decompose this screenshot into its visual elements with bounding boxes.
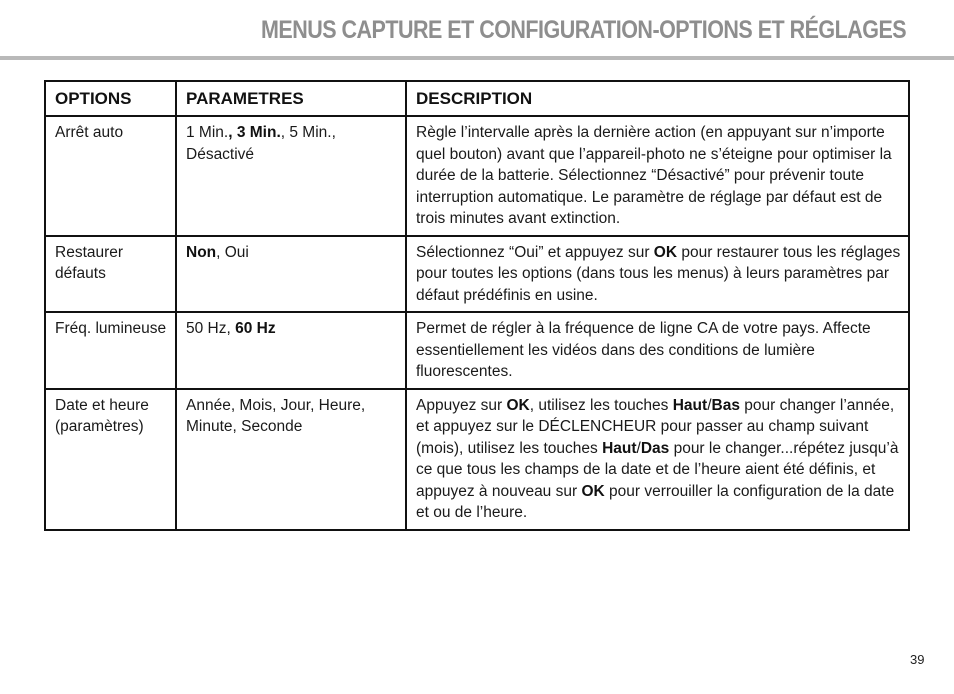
param-value: 1 Min. bbox=[186, 124, 229, 141]
page-title: MENUS CAPTURE ET CONFIGURATION-OPTIONS ET RÉGLAGES bbox=[260, 16, 906, 44]
param-separator: , bbox=[228, 124, 237, 141]
description-text: pour le changer...répétez jusqu’à ce que tous les champs de la date et de l’heure aient été définis, et appuyez à nouveau sur bbox=[416, 439, 899, 500]
key-name: Das bbox=[640, 439, 670, 457]
key-name: OK bbox=[653, 243, 678, 261]
description-cell bbox=[406, 236, 909, 313]
key-name: OK bbox=[581, 482, 605, 500]
option-name: Arrêt auto bbox=[55, 124, 124, 141]
option-cell bbox=[45, 312, 176, 389]
description-text: Règle l’intervalle après la dernière action (en appuyant sur n’importe quel bouton) avant que l’appareil-photo ne s’éteigne pour optimiser la durée de la batterie. Sélectionnez “Désactivé” pour prévenir toute interruption automatique. Le paramètre de réglage par défaut est de trois minutes avant extinction. bbox=[416, 124, 892, 227]
title-divider bbox=[0, 56, 954, 60]
param-default-value: Non bbox=[186, 243, 217, 261]
description-text: / bbox=[636, 439, 641, 457]
column-header-description: DESCRIPTION bbox=[406, 81, 909, 116]
description-text: Sélectionnez “Oui” et appuyez sur bbox=[416, 243, 654, 261]
params-cell bbox=[176, 389, 406, 530]
option-cell bbox=[45, 236, 176, 313]
table-header-row bbox=[45, 81, 909, 116]
option-cell bbox=[45, 389, 176, 530]
settings-table bbox=[44, 80, 910, 531]
param-value: 50 Hz, bbox=[186, 320, 236, 337]
description-text: Appuyez sur bbox=[416, 396, 507, 414]
param-default-value: 3 Min. bbox=[236, 124, 281, 141]
params-cell bbox=[176, 312, 406, 389]
column-header-parametres: PARAMETRES bbox=[176, 81, 406, 116]
key-name: Haut bbox=[672, 396, 708, 414]
description-cell bbox=[406, 116, 909, 236]
key-name: OK bbox=[506, 396, 530, 414]
description-text: / bbox=[707, 396, 712, 414]
param-default-value: 60 Hz bbox=[235, 320, 276, 337]
option-name: Date et heure (paramètres) bbox=[55, 396, 149, 435]
description-text: Permet de régler à la fréquence de ligne CA de votre pays. Affecte essentiellement les vidéos dans des conditions de lumière fluorescentes. bbox=[416, 320, 871, 380]
param-value: , Oui bbox=[216, 243, 249, 261]
key-name: Bas bbox=[711, 396, 740, 414]
option-cell bbox=[45, 116, 176, 236]
description-cell bbox=[406, 312, 909, 389]
table-row bbox=[45, 236, 909, 313]
table-row bbox=[45, 312, 909, 389]
params-cell bbox=[176, 116, 406, 236]
param-value: , 5 Min., Désactivé bbox=[186, 124, 336, 163]
key-name: Haut bbox=[602, 439, 637, 457]
description-cell bbox=[406, 389, 909, 530]
params-cell bbox=[176, 236, 406, 313]
option-name: Fréq. lumineuse bbox=[55, 320, 167, 337]
description-text: pour verrouiller la configuration de la date et ou de l’heure. bbox=[416, 482, 895, 521]
description-text: pour changer l’année, et appuyez sur le DÉCLENCHEUR pour passer au champ suivant (mois), utilisez les touches bbox=[416, 396, 895, 457]
option-name: Restaurer défauts bbox=[55, 243, 124, 282]
table-row bbox=[45, 116, 909, 236]
param-value: Année, Mois, Jour, Heure, Minute, Seconde bbox=[186, 396, 366, 435]
page-number: 39 bbox=[910, 652, 925, 667]
column-header-options: OPTIONS bbox=[45, 81, 176, 116]
description-text: pour restaurer tous les réglages pour toutes les options (dans tous les menus) à leurs paramètres par défaut prédéfinis en usine. bbox=[416, 243, 901, 304]
table-row bbox=[45, 389, 909, 530]
description-text: , utilisez les touches bbox=[529, 396, 673, 414]
